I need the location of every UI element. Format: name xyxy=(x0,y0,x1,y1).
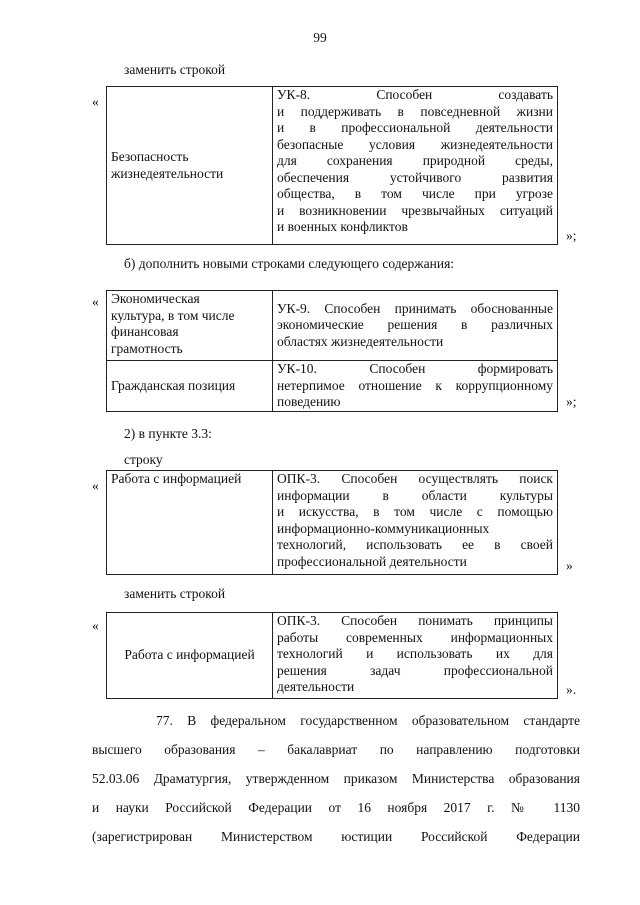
cell-line: УК-10. Способен формировать xyxy=(277,361,553,376)
cell-line: областях жизнедеятельности xyxy=(277,333,444,349)
instruction-replace: заменить строкой xyxy=(124,62,226,77)
table-new-rows xyxy=(106,290,558,412)
table-cell-left xyxy=(107,291,273,361)
cell-line: информационно-коммуникационных xyxy=(277,520,490,536)
cell-line: Экономическая xyxy=(111,291,200,306)
cell-line: для сохранения природной среды, xyxy=(277,153,553,168)
paragraph-line: высшего образования – бакалавриат по направлению подготовки xyxy=(92,742,580,757)
cell-line: общества, в том числе при угрозе xyxy=(277,186,553,201)
open-quote: « xyxy=(92,478,99,493)
cell-line: работы современных информационных xyxy=(277,629,553,645)
table-cell-left xyxy=(107,87,273,245)
cell-line: информации в области культуры xyxy=(277,487,553,503)
cell-text: Гражданская позиция xyxy=(111,377,236,393)
table-cell-right xyxy=(273,613,558,699)
cell-line: решения задач профессиональной xyxy=(277,662,553,678)
cell-line: технологий и использовать их для xyxy=(277,646,553,661)
table-cell-right xyxy=(273,471,558,575)
cell-line: УК-9. Способен принимать обоснованные xyxy=(277,300,553,316)
table-cell-left xyxy=(107,613,273,699)
table-cell-right xyxy=(273,87,558,245)
cell-line: и в профессиональной деятельности xyxy=(277,120,553,135)
table-cell-left xyxy=(107,471,273,575)
instruction-add-rows: б) дополнить новыми строками следующего содержания: xyxy=(124,256,455,271)
close-quote: »; xyxy=(566,394,577,409)
cell-line: ОПК-3. Способен понимать принципы xyxy=(277,613,553,628)
cell-line: финансовая xyxy=(111,324,179,339)
table-cell-right xyxy=(273,291,558,361)
close-quote: »; xyxy=(566,228,577,243)
cell-line: нетерпимое отношение к коррупционному xyxy=(277,377,553,393)
cell-line: деятельности xyxy=(277,679,355,694)
paragraph-line: 77. В федеральном государственном образовательном стандарте xyxy=(156,713,580,728)
cell-line: экономические решения в различных xyxy=(277,317,553,333)
open-quote: « xyxy=(92,94,99,109)
instruction-replace-2: заменить строкой xyxy=(124,586,226,601)
cell-line: и возникновении чрезвычайных ситуаций xyxy=(277,202,553,218)
page-number: 99 xyxy=(313,30,327,45)
instruction-point-3-3: 2) в пункте 3.3: xyxy=(124,426,212,441)
cell-line: и поддерживать в повседневной жизни xyxy=(277,103,553,119)
table-old-opk3 xyxy=(106,470,558,575)
paragraph-line: и науки Российской Федерации от 16 ноября 2017 г. № 1130 xyxy=(92,800,580,815)
cell-line: безопасные условия жизнедеятельности xyxy=(277,136,553,152)
table-new-opk3 xyxy=(106,612,558,699)
close-quote: » xyxy=(566,558,573,573)
cell-text: Работа с информацией xyxy=(124,647,255,663)
cell-text: Безопасность жизнедеятельности xyxy=(111,149,224,181)
paragraph-77 xyxy=(92,706,580,851)
paragraph-line: (зарегистрирован Министерством юстиции Российской Федерации xyxy=(92,829,580,844)
cell-line: культура, в том числе xyxy=(111,307,235,323)
cell-line: и искусства, в том числе с помощью xyxy=(277,504,553,519)
open-quote: « xyxy=(92,294,99,309)
cell-line: обеспечения устойчивого развития xyxy=(277,169,553,185)
cell-line: грамотность xyxy=(111,340,183,356)
paragraph-line: 52.03.06 Драматургия, утвержденном приказом Министерства образования xyxy=(92,771,580,786)
open-quote: « xyxy=(92,618,99,633)
cell-line: профессиональной деятельности xyxy=(277,553,467,569)
table-bzh xyxy=(106,86,558,245)
table-cell-left xyxy=(107,361,273,412)
cell-line: УК-8. Способен создавать xyxy=(277,87,553,102)
table-cell-right xyxy=(273,361,558,412)
close-quote: ». xyxy=(566,682,577,697)
cell-line: поведению xyxy=(277,394,341,409)
instruction-row: строку xyxy=(124,452,163,467)
cell-line: технологий, использовать ее в своей xyxy=(277,537,553,552)
cell-line: ОПК-3. Способен осуществлять поиск xyxy=(277,471,553,486)
cell-text: Работа с информацией xyxy=(111,471,242,486)
cell-line: и военных конфликтов xyxy=(277,219,408,234)
